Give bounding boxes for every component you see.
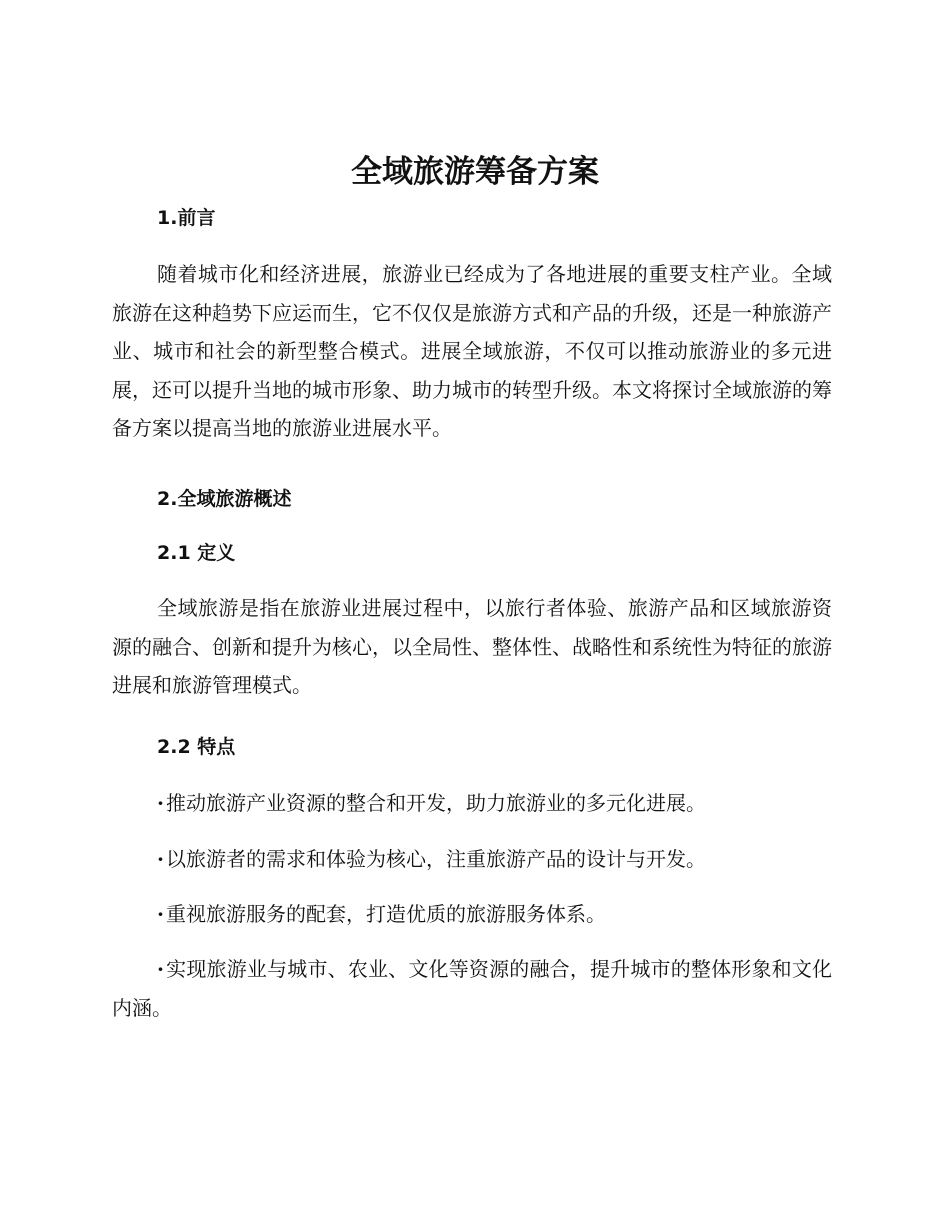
section-heading-definition: 2.1 定义: [157, 542, 236, 564]
section-heading-preface: 1.前言: [157, 207, 216, 229]
bullet-icon: ·: [157, 902, 164, 926]
preface-paragraph: 随着城市化和经济进展，旅游业已经成为了各地进展的重要支柱产业。全域旅游在这种趋势下应运而生，它不仅仅是旅游方式和产品的升级，还是一种旅游产业、城市和社会的新型整合模式。进展全域旅游，不仅可以推动旅游业的多元进展，还可以提升当地的城市形象、助力城市的转型升级。本文将探讨全域旅游的筹备方案以提高当地的旅游业进展水平。: [112, 262, 832, 440]
feature-item-text: 以旅游者的需求和体验为核心，注重旅游产品的设计与开发。: [166, 847, 706, 871]
section-heading-overview: 2.全域旅游概述: [157, 488, 292, 510]
feature-item-text: 重视旅游服务的配套，打造优质的旅游服务体系。: [166, 902, 606, 926]
feature-item-text: 实现旅游业与城市、农业、文化等资源的融合，提升城市的整体形象和文化内涵。: [112, 957, 832, 1020]
definition-paragraph: 全域旅游是指在旅游业进展过程中，以旅行者体验、旅游产品和区域旅游资源的融合、创新和提升为核心，以全局性、整体性、战略性和系统性为特征的旅游进展和旅游管理模式。: [112, 596, 832, 697]
section-heading-features: 2.2 特点: [157, 736, 236, 758]
bullet-icon: ·: [157, 791, 164, 815]
bullet-icon: ·: [157, 957, 164, 981]
document-title: 全域旅游筹备方案: [351, 154, 599, 190]
feature-list-item: [112, 840, 832, 879]
feature-list-item: [112, 895, 832, 934]
bullet-icon: ·: [157, 847, 164, 871]
feature-item-text: 推动旅游产业资源的整合和开发，助力旅游业的多元化进展。: [166, 791, 706, 815]
feature-list-item: [112, 950, 832, 1027]
feature-list-item: [112, 784, 832, 823]
